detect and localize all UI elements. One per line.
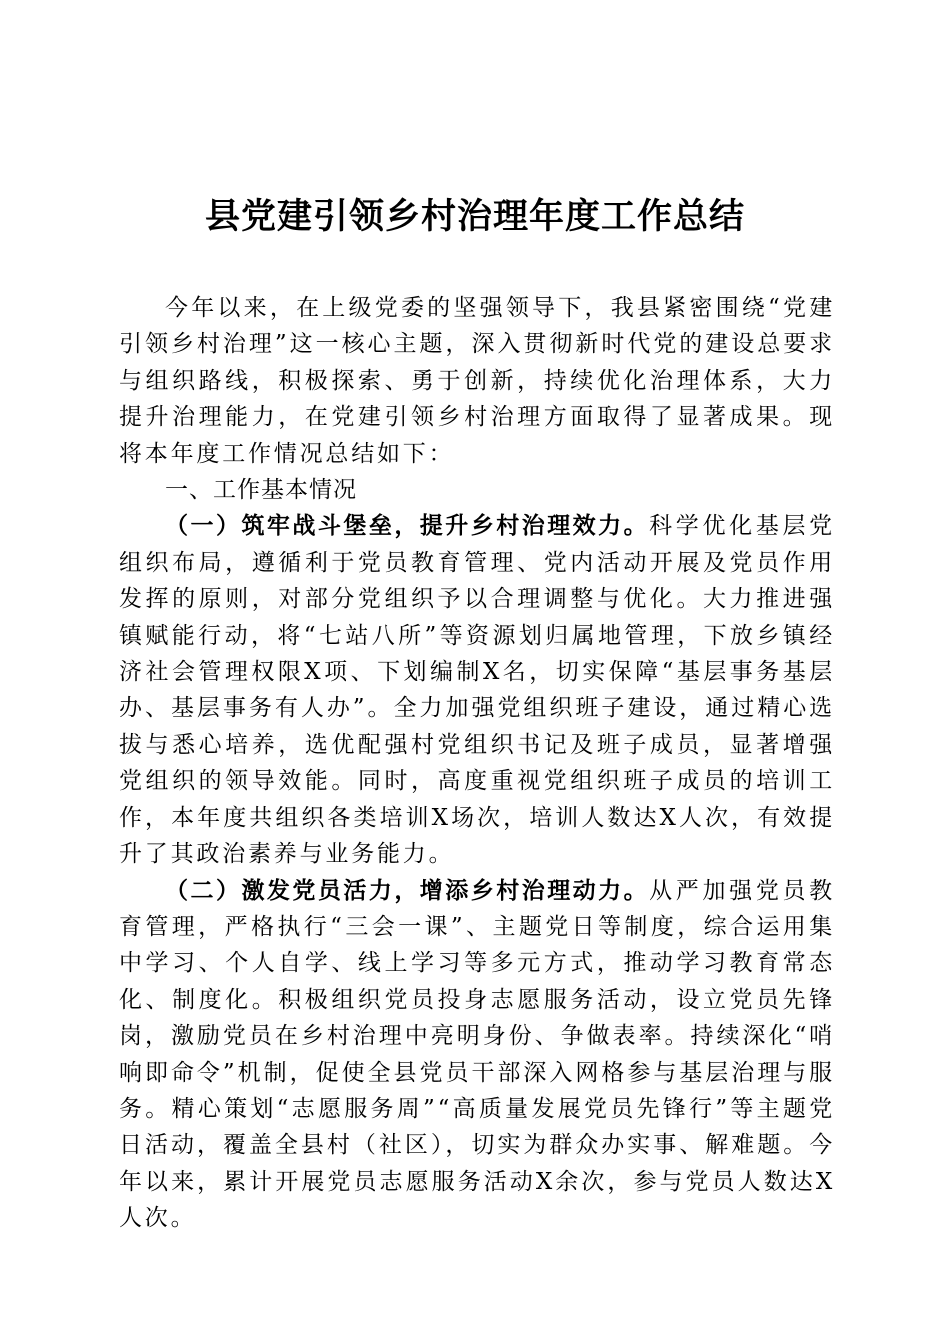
paragraph-2-body: 从严加强党员教育管理，严格执行“三会一课”、主题党日等制度，综合运用集中学习、个人自学、线上学习等多元方式，推动学习教育常态化、制度化。积极组织党员投身志愿服务活动，设立党员先锋岗，激励党员在乡村治理中亮明身份、争做表率。持续深化“哨响即命令”机制，促使全县党员干部深入网格参与基层治理与服务。精心策划“志愿服务周”“高质量发展党员先锋行”等主题党日活动，覆盖全县村（社区），切实为群众办实事、解难题。今年以来，累计开展党员志愿服务活动X余次，参与党员人数达X人次。 <box>119 877 835 1232</box>
paragraph-1-body: 科学优化基层党组织布局，遵循利于党员教育管理、党内活动开展及党员作用发挥的原则，对部分党组织予以合理调整与优化。大力推进强镇赋能行动，将“七站八所”等资源划归属地管理，下放乡镇经济社会管理权限X项、下划编制X名，切实保障“基层事务基层办、基层事务有人办”。全力加强党组织班子建设，通过精心选拔与悉心培养，选优配强村党组织书记及班子成员，显著增强党组织的领导效能。同时，高度重视党组织班子成员的培训工作，本年度共组织各类培训X场次，培训人数达X人次，有效提升了其政治素养与业务能力。 <box>119 513 835 868</box>
document-body <box>119 290 835 1237</box>
intro-paragraph: 今年以来，在上级党委的坚强领导下，我县紧密围绕“党建引领乡村治理”这一核心主题，深入贯彻新时代党的建设总要求与组织路线，积极探索、勇于创新，持续优化治理体系，大力提升治理能力，在党建引领乡村治理方面取得了显著成果。现将本年度工作情况总结如下： <box>119 295 835 467</box>
paragraph-2-lead: （二）激发党员活力，增添乡村治理动力。 <box>165 877 650 904</box>
paragraph-1 <box>119 508 835 872</box>
paragraph-2 <box>119 873 835 1237</box>
paragraph-1-lead: （一）筑牢战斗堡垒，提升乡村治理效力。 <box>165 513 650 540</box>
document-title: 县党建引领乡村治理年度工作总结 <box>204 196 745 237</box>
section-heading: 一、工作基本情况 <box>165 477 357 504</box>
